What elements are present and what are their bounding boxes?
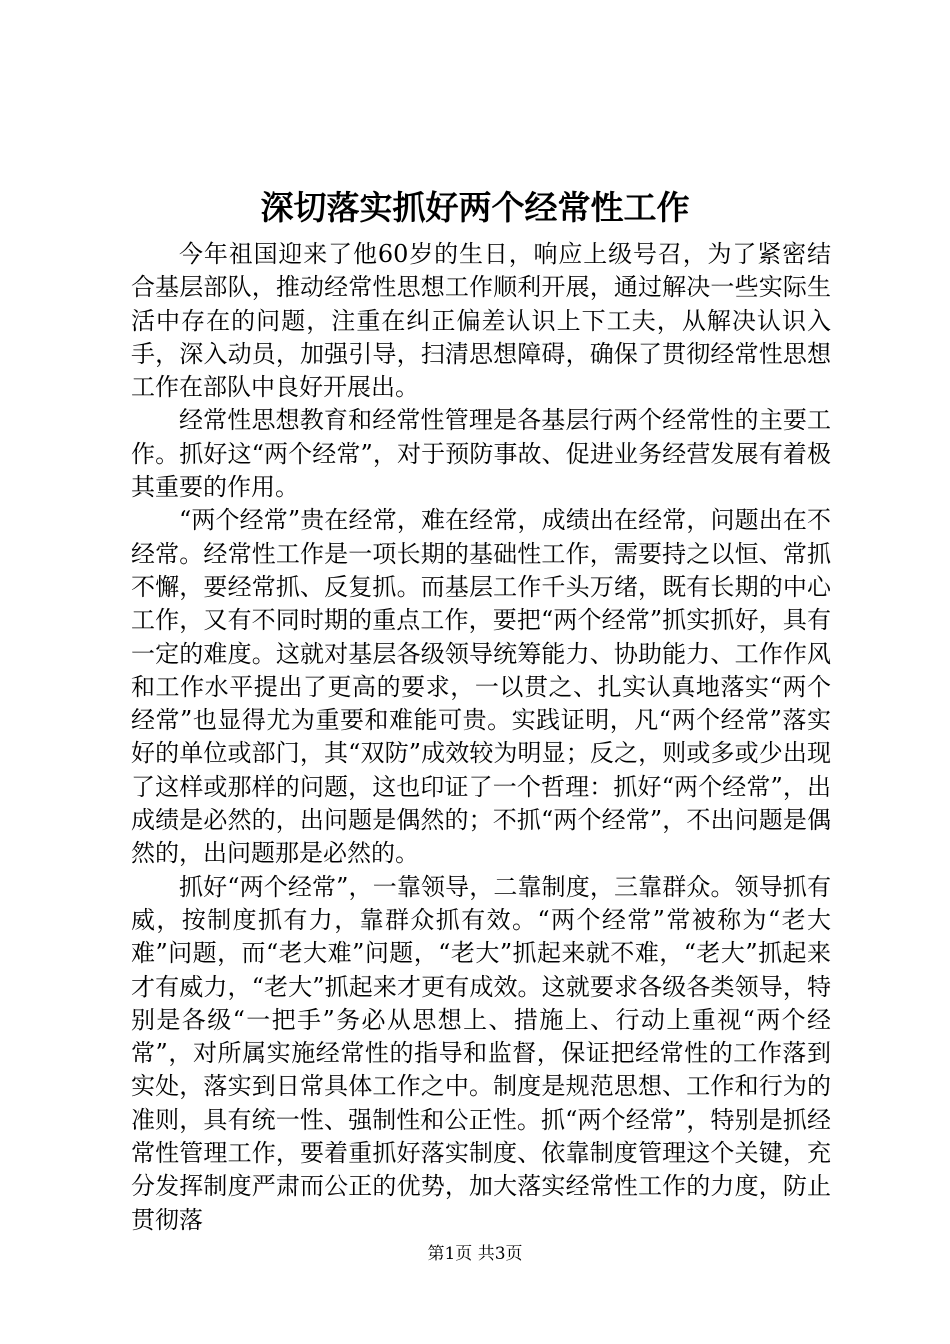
document-title: 深切落实抓好两个经常性工作 xyxy=(260,188,690,227)
paragraph: 抓好“两个经常”，一靠领导，二靠制度，三靠群众。领导抓有威，按制度抓有力，靠群众抓有效。“两个经常”常被称为“老大难”问题，而“老大难”问题，“老大”抓起来就不难，“老大”抓起来才有威力，“老大”抓起来才更有成效。这就要求各级各类领导，特别是各级“一把手”务必从思想上、措施上、行动上重视“两个经常”，对所属实施经常性的指导和监督，保证把经常性的工作落到实处，落实到日常具体工作之中。制度是规范思想、工作和行为的准则，具有统一性、强制性和公正性。抓“两个经常”，特别是抓经常性管理工作，要着重抓好落实制度、依靠制度管理这个关键，充分发挥制度严肃而公正的优势，加大落实经常性工作的力度，防止贯彻落 xyxy=(131,872,831,1234)
paragraph: “两个经常”贵在经常，难在经常，成绩出在经常，问题出在不经常。经常性工作是一项长期的基础性工作，需要持之以恒、常抓不懈，要经常抓、反复抓。而基层工作千头万绪，既有长期的中心工作，又有不同时期的重点工作，要把“两个经常”抓实抓好，具有一定的难度。这就对基层各级领导统筹能力、协助能力、工作作风和工作水平提出了更高的要求，一以贯之、扎实认真地落实“两个经常”也显得尤为重要和难能可贵。实践证明，凡“两个经常”落实好的单位或部门，其“双防”成效较为明显；反之，则或多或少出现了这样或那样的问题，这也印证了一个哲理：抓好“两个经常”，出成绩是必然的，出问题是偶然的；不抓“两个经常”，不出问题是偶然的，出问题那是必然的。 xyxy=(131,506,831,868)
document-body xyxy=(131,238,831,1237)
paragraph: 经常性思想教育和经常性管理是各基层行两个经常性的主要工作。抓好这“两个经常”，对于预防事故、促进业务经营发展有着极其重要的作用。 xyxy=(131,406,831,502)
paragraph: 今年祖国迎来了他60岁的生日，响应上级号召，为了紧密结合基层部队，推动经常性思想工作顺利开展，通过解决一些实际生活中存在的问题，注重在纠正偏差认识上下工夫，从解决认识入手，深入动员，加强引导，扫清思想障碍，确保了贯彻经常性思想工作在部队中良好开展出。 xyxy=(131,240,831,402)
page-number-footer: 第1页 共3页 xyxy=(427,1244,523,1264)
